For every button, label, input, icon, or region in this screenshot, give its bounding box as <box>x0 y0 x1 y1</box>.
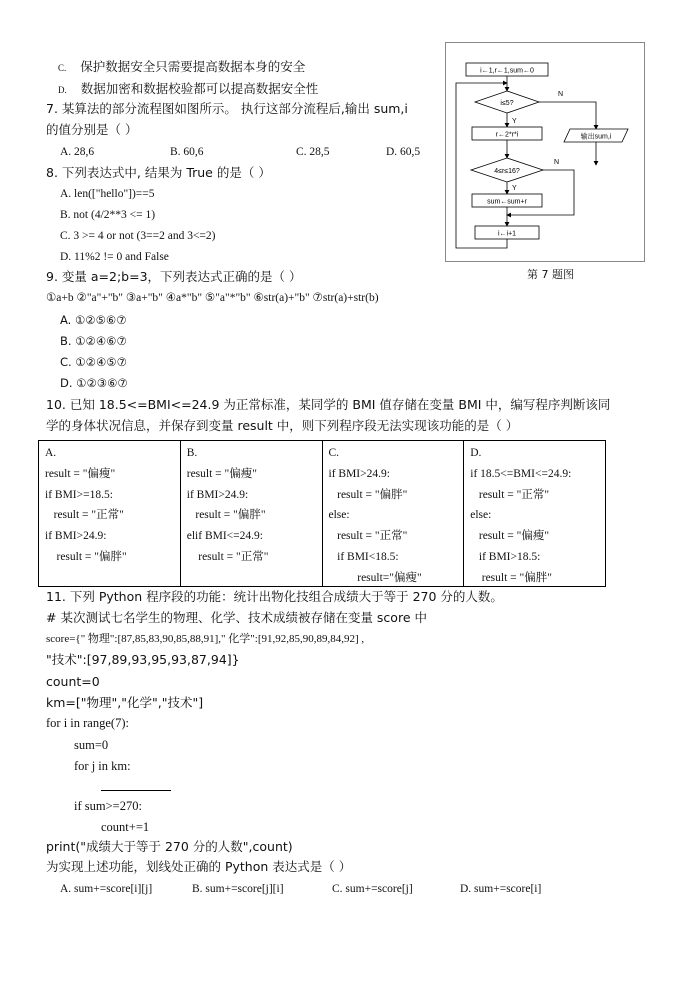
no2-label: N <box>554 159 560 166</box>
q11-code-line: if sum>=270: <box>74 799 142 813</box>
q7-option-a: A. 28,6 <box>60 146 95 158</box>
q8-option-d: D. 11%2 != 0 and False <box>60 251 169 263</box>
q10-a-line: if BMI>24.9: <box>45 530 107 543</box>
q10-a-line: result = "偏瘦" <box>45 467 116 480</box>
q9-option-a: A. ①②⑤⑥⑦ <box>60 313 127 327</box>
q10-code-table <box>38 440 606 587</box>
q11-option-d: D. sum+=score[i] <box>460 883 542 895</box>
q11-code-line: score={" 物理":[87,85,83,90,85,88,91]," 化学":[91,92,85,90,89,84,92] , <box>46 633 365 645</box>
q11-question: 为实现上述功能，划线处正确的 Python 表达式是（ ） <box>46 859 352 874</box>
q11-code-line: km=["物理","化学","技术"] <box>46 695 204 710</box>
step-sum-text: sum←sum+r <box>487 198 527 206</box>
q8-option-a: A. len(["hello"])==5 <box>60 188 155 200</box>
q9-stem: 9. 变量 a=2;b=3，下列表达式正确的是（ ） <box>46 269 302 284</box>
q10-b-line: elif BMI<=24.9: <box>186 530 263 543</box>
q9-option-c: C. ①②④⑤⑦ <box>60 355 127 369</box>
q11-option-a: A. sum+=score[i][j] <box>60 883 153 895</box>
yes2-label: Y <box>512 185 517 192</box>
q11-code-line: print("成绩大于等于 270 分的人数",count) <box>46 839 293 854</box>
q10-stem-line2: 学的身体状况信息，并保存到变量 result 中，则下列程序段无法实现该功能的是（ ） <box>46 418 519 433</box>
flowchart-figure <box>445 42 645 262</box>
q8-stem: 8. 下列表达式中, 结果为 True 的是（ ） <box>46 165 271 180</box>
q11-code-line: sum=0 <box>74 738 109 752</box>
q11-code-line: for i in range(7): <box>46 716 129 730</box>
yes1-label: Y <box>512 118 517 125</box>
q10-c-line: result = "偏胖" <box>328 488 408 501</box>
q6-option-c-text: 保护数据安全只需要提高数据本身的安全 <box>80 59 306 74</box>
cond1-text: i≤5? <box>500 100 514 107</box>
q10-c-line: C. <box>328 447 340 459</box>
q7-option-b: B. 60,6 <box>170 146 204 158</box>
q10-d-line: D. <box>470 447 482 459</box>
q11-code-line: for j in km: <box>74 759 131 773</box>
q10-b-line: result = "偏瘦" <box>186 467 257 480</box>
q6-option-d <box>58 80 318 99</box>
fill-in-blank <box>101 790 171 791</box>
q9-option-d: D. ①②③⑥⑦ <box>60 376 128 390</box>
q10-cell-b <box>181 441 323 586</box>
step-r-text: r←2*r*i <box>495 131 519 139</box>
q6-option-d-text: 数据加密和数据校验都可以提高数据安全性 <box>80 81 319 96</box>
q7-stem-line1: 7. 某算法的部分流程图如图所示。 执行这部分流程后,输出 sum,i <box>46 101 408 116</box>
q7-stem-line2: 的值分别是（ ） <box>46 122 138 137</box>
q11-stem: 11. 下列 Python 程序段的功能：统计出物化技组合成绩大于等于 270 分的人数。 <box>46 589 503 604</box>
no1-label: N <box>558 91 564 98</box>
step-i-text: i←i+1 <box>497 230 517 238</box>
figure-caption: 第 7 题图 <box>527 268 574 281</box>
q11-option-c: C. sum+=score[j] <box>332 883 413 895</box>
flowchart-svg <box>446 43 644 261</box>
q10-cell-a <box>39 441 181 586</box>
q10-c-line: if BMI>24.9: <box>328 467 390 480</box>
q10-c-line: else: <box>328 509 350 522</box>
q11-comment: # 某次测试七名学生的物理、化学、技术成绩被存储在变量 score 中 <box>46 610 427 625</box>
q10-a-line: result = "正常" <box>45 509 124 522</box>
q10-c-line: if BMI<18.5: <box>328 550 399 563</box>
q7-option-c: C. 28,5 <box>296 146 330 158</box>
q10-d-line: if BMI>18.5: <box>470 550 541 563</box>
init-text: i←1,r←1,sum←0 <box>480 67 534 75</box>
q8-option-c: C. 3 >= 4 or not (3==2 and 3<=2) <box>60 230 216 242</box>
q10-a-line: A. <box>45 447 57 459</box>
q10-c-line: result = "正常" <box>328 530 408 543</box>
q10-b-line: if BMI>24.9: <box>186 488 249 501</box>
q10-b-line: B. <box>186 447 198 459</box>
q9-option-b: B. ①②④⑥⑦ <box>60 334 127 348</box>
q11-option-b: B. sum+=score[j][i] <box>192 883 284 895</box>
q10-stem-line1: 10. 已知 18.5<=BMI<=24.9 为正常标准，某同学的 BMI 值存储在变量 BMI 中，编写程序判断该同 <box>46 397 611 412</box>
q10-cell-c <box>323 441 465 586</box>
q7-option-d: D. 60,5 <box>386 146 421 158</box>
q11-code-line: "技术":[97,89,93,95,93,87,94]} <box>46 652 240 667</box>
q10-a-line: if BMI>=18.5: <box>45 488 113 501</box>
q10-c-line: result="偏瘦" <box>328 571 422 584</box>
q11-code-line: count=0 <box>46 674 100 689</box>
q11-code-line: count+=1 <box>101 820 150 834</box>
q8-option-b: B. not (4/2**3 <= 1) <box>60 209 156 221</box>
q10-d-line: result = "偏胖" <box>470 571 552 584</box>
q10-d-line: if 18.5<=BMI<=24.9: <box>470 467 572 480</box>
q10-d-line: result = "正常" <box>470 488 550 501</box>
q6-option-c <box>58 58 305 77</box>
output-text: 输出sum,i <box>580 133 612 141</box>
q10-a-line: result = "偏胖" <box>45 550 127 563</box>
q10-d-line: else: <box>470 509 492 522</box>
q6-option-d-label: D. <box>58 85 67 95</box>
q9-items: ①a+b ②"a"+"b" ③a+"b" ④a*"b" ⑤"a"*"b" ⑥str(a)+"b" ⑦str(a)+str(b) <box>46 292 379 304</box>
q10-b-line: result = "偏胖" <box>186 509 266 522</box>
cond2-text: 4≤r≤16? <box>494 168 520 175</box>
q10-b-line: result = "正常" <box>186 550 269 563</box>
q10-d-line: result = "偏瘦" <box>470 530 550 543</box>
q6-option-c-label: C. <box>58 63 67 73</box>
q10-cell-d <box>464 441 605 586</box>
